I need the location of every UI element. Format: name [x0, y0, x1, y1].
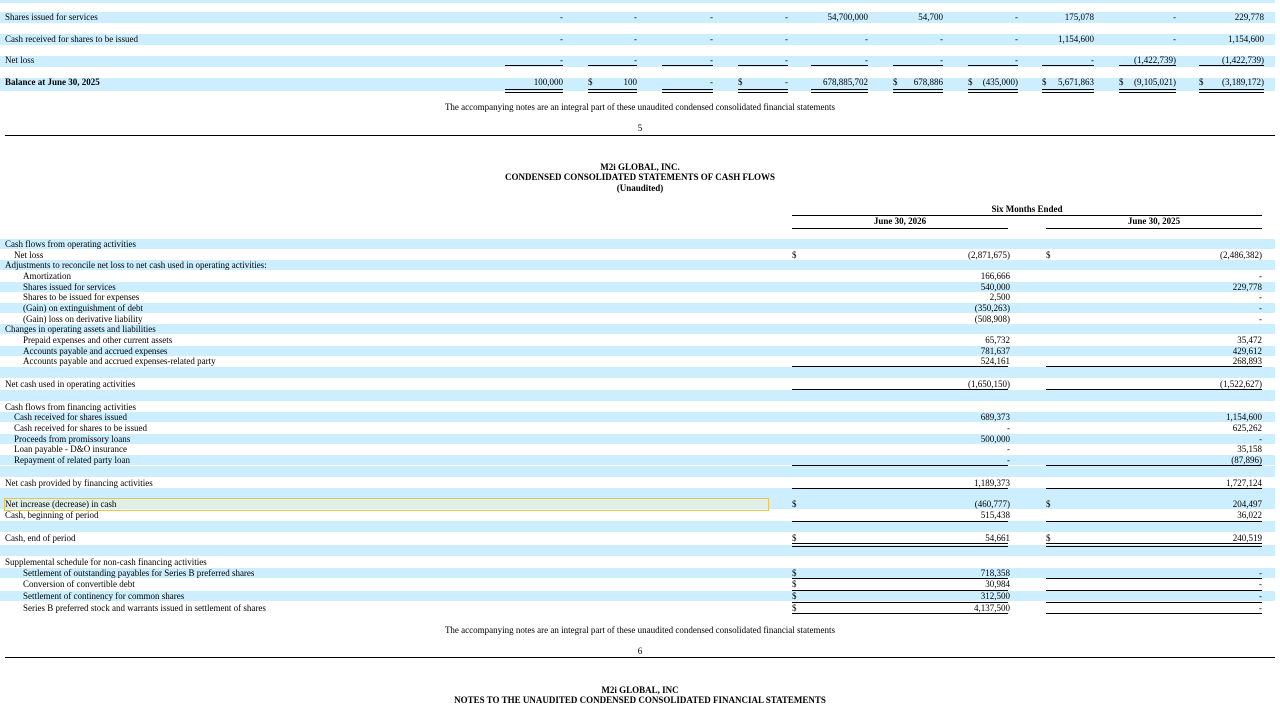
page-break-rule-2 — [5, 657, 1275, 658]
column-header-2025: June 30, 2025 — [1127, 216, 1181, 226]
value-2025: - — [1259, 434, 1262, 444]
equity-cell: - — [865, 34, 868, 44]
equity-cell: - — [940, 34, 943, 44]
cash-flow-row-label: Repayment of related party loan — [14, 455, 130, 465]
value-2026: 500,000 — [980, 434, 1010, 444]
equity-cell: - — [710, 77, 713, 87]
value-2026: - — [1007, 455, 1010, 465]
notes-company-name: M2i GLOBAL, INC — [601, 685, 679, 695]
equity-row-label: Net loss — [5, 55, 35, 65]
value-2026: 689,373 — [980, 412, 1010, 422]
equity-cell: - — [865, 55, 868, 65]
equity-cell: (1,422,739) — [1222, 55, 1264, 65]
dollar-sign: $ — [968, 77, 973, 87]
equity-cell: 54,700 — [918, 12, 943, 22]
dollar-sign: $ — [1046, 250, 1051, 260]
equity-cell: (1,422,739) — [1134, 55, 1176, 65]
equity-cell: - — [785, 34, 788, 44]
equity-cell: 1,154,600 — [1228, 34, 1264, 44]
cash-flow-row-label: Changes in operating assets and liabilities — [5, 324, 156, 334]
equity-cell: - — [785, 77, 788, 87]
value-2025: - — [1259, 579, 1262, 589]
value-2025: 36,022 — [1237, 510, 1262, 520]
cash-flow-row-label: Cash, end of period — [5, 533, 76, 543]
equity-cell: 54,700,000 — [827, 12, 868, 22]
dollar-sign: $ — [1046, 499, 1051, 509]
cash-flow-row-label: (Gain) on extinguishment of debt — [23, 303, 143, 313]
value-2025: - — [1259, 271, 1262, 281]
value-2025: - — [1259, 292, 1262, 302]
value-2026: 54,661 — [985, 533, 1010, 543]
cash-flow-row-label: Accounts payable and accrued expenses-related party — [23, 356, 216, 366]
page-number-6: 6 — [637, 646, 643, 656]
equity-cell: - — [560, 55, 563, 65]
dollar-sign: $ — [738, 77, 743, 87]
value-2026: (2,871,675) — [968, 250, 1010, 260]
equity-footnote: The accompanying notes are an integral part of these unaudited condensed consolidated financial statements — [444, 102, 836, 112]
dollar-sign: $ — [792, 250, 797, 260]
selected-row-highlight — [4, 498, 769, 511]
cash-flow-row-label: Net cash provided by financing activities — [5, 478, 153, 488]
cash-flow-row-label: Shares issued for services — [23, 282, 116, 292]
company-name: M2i GLOBAL, INC. — [600, 162, 680, 172]
cash-flow-row-label: Cash received for shares issued — [14, 412, 127, 422]
dollar-sign: $ — [1046, 533, 1051, 543]
equity-row-label: Cash received for shares to be issued — [5, 34, 138, 44]
value-2025: 204,497 — [1232, 499, 1262, 509]
equity-cell: 175,078 — [1064, 12, 1094, 22]
dollar-sign: $ — [588, 77, 593, 87]
value-2025: (2,486,382) — [1220, 250, 1262, 260]
dollar-sign: $ — [792, 591, 797, 601]
cash-flow-row-label: Net cash used in operating activities — [5, 379, 136, 389]
value-2026: (1,650,150) — [968, 379, 1010, 389]
value-2025: (1,522,627) — [1220, 379, 1262, 389]
cash-flow-row-label: (Gain) loss on derivative liability — [23, 314, 143, 324]
cash-flow-footnote: The accompanying notes are an integral part of these unaudited condensed consolidated financial statements — [444, 625, 836, 635]
unaudited-label: (Unaudited) — [616, 183, 664, 193]
cash-flow-row-label: Net increase (decrease) in cash — [5, 499, 117, 509]
equity-cell: - — [1173, 12, 1176, 22]
equity-cell: - — [1091, 55, 1094, 65]
value-2025: - — [1259, 303, 1262, 313]
equity-cell: - — [1015, 34, 1018, 44]
value-2026: 718,358 — [980, 568, 1010, 578]
value-2026: 166,666 — [980, 271, 1010, 281]
cash-flow-row-label: Adjustments to reconcile net loss to net cash used in operating activities: — [5, 260, 267, 270]
dollar-sign: $ — [792, 603, 797, 613]
value-2026: (508,908) — [974, 314, 1010, 324]
value-2026: 30,984 — [985, 579, 1010, 589]
value-2025: 429,612 — [1232, 346, 1262, 356]
equity-cell: (435,000) — [982, 77, 1018, 87]
equity-cell: 1,154,600 — [1058, 34, 1094, 44]
cash-flow-row-label: Cash received for shares to be issued — [14, 423, 147, 433]
equity-cell: - — [634, 34, 637, 44]
dollar-sign: $ — [792, 533, 797, 543]
equity-cell: 678,886 — [913, 77, 943, 87]
cash-flow-row-label: Proceeds from promissory loans — [14, 434, 131, 444]
value-2026: 781,637 — [980, 346, 1010, 356]
value-2025: 35,472 — [1237, 335, 1262, 345]
statement-title: CONDENSED CONSOLIDATED STATEMENTS OF CASH FLOWS — [505, 172, 775, 182]
equity-cell: - — [710, 12, 713, 22]
value-2025: - — [1259, 314, 1262, 324]
value-2026: 1,189,373 — [974, 478, 1010, 488]
equity-cell: - — [785, 55, 788, 65]
cash-flow-row-label: Prepaid expenses and other current assets — [23, 335, 173, 345]
notes-title: NOTES TO THE UNAUDITED CONDENSED CONSOLIDATED FINANCIAL STATEMENTS — [454, 695, 826, 705]
cash-flow-row-label: Amortization — [23, 271, 71, 281]
cash-flow-row-label: Cash, beginning of period — [5, 510, 99, 520]
value-2025: 625,262 — [1232, 423, 1262, 433]
equity-cell: 100 — [623, 77, 637, 87]
value-2026: (350,263) — [974, 303, 1010, 313]
page-break-rule — [5, 135, 1275, 136]
equity-cell: 100,000 — [533, 77, 563, 87]
equity-row-label: Balance at June 30, 2025 — [5, 77, 100, 87]
column-header-2026: June 30, 2026 — [873, 216, 927, 226]
cash-flow-row-label: Settlement of outstanding payables for Series B preferred shares — [23, 568, 255, 578]
equity-cell: - — [710, 34, 713, 44]
equity-cell: (3,189,172) — [1222, 77, 1264, 87]
equity-cell: 678,885,702 — [823, 77, 868, 87]
value-2026: 4,137,500 — [974, 603, 1010, 613]
value-2026: 515,438 — [980, 510, 1010, 520]
cash-flow-row-label: Shares to be issued for expenses — [23, 292, 140, 302]
dollar-sign: $ — [792, 499, 797, 509]
value-2026: 524,161 — [980, 356, 1010, 366]
value-2025: 240,519 — [1232, 533, 1262, 543]
cash-flow-row-label: Loan payable - D&O insurance — [14, 444, 127, 454]
value-2025: - — [1259, 603, 1262, 613]
dollar-sign: $ — [1199, 77, 1204, 87]
equity-cell: - — [1173, 34, 1176, 44]
period-header: Six Months Ended — [991, 204, 1063, 214]
dollar-sign: $ — [792, 579, 797, 589]
equity-cell: 229,778 — [1234, 12, 1264, 22]
value-2026: 2,500 — [989, 292, 1010, 302]
dollar-sign: $ — [792, 568, 797, 578]
value-2026: - — [1007, 423, 1010, 433]
cash-flow-row-label: Net loss — [14, 250, 44, 260]
cash-flow-row-label: Supplemental schedule for non-cash financing activities — [5, 557, 207, 567]
value-2026: 540,000 — [980, 282, 1010, 292]
value-2025: 1,154,600 — [1226, 412, 1262, 422]
equity-cell: - — [1015, 55, 1018, 65]
equity-cell: - — [940, 55, 943, 65]
value-2026: 65,732 — [985, 335, 1010, 345]
equity-row-label: Shares issued for services — [5, 12, 98, 22]
cash-flow-row-label: Accounts payable and accrued expenses — [23, 346, 168, 356]
page-number-5: 5 — [637, 123, 643, 133]
dollar-sign: $ — [1119, 77, 1124, 87]
value-2025: 268,893 — [1232, 356, 1262, 366]
equity-cell: - — [560, 12, 563, 22]
equity-cell: - — [634, 55, 637, 65]
equity-cell: - — [634, 12, 637, 22]
value-2025: 1,727,124 — [1226, 478, 1262, 488]
cash-flow-row-label: Series B preferred stock and warrants issued in settlement of shares — [23, 603, 266, 613]
value-2025: - — [1259, 591, 1262, 601]
equity-cell: - — [785, 12, 788, 22]
dollar-sign: $ — [1042, 77, 1047, 87]
equity-cell: - — [710, 55, 713, 65]
equity-cell: - — [560, 34, 563, 44]
value-2026: (460,777) — [974, 499, 1010, 509]
cash-flow-row-label: Cash flows from financing activities — [5, 402, 136, 412]
cash-flow-row-label: Settlement of continency for common shares — [23, 591, 185, 601]
equity-cell: - — [1015, 12, 1018, 22]
dollar-sign: $ — [893, 77, 898, 87]
value-2025: 229,778 — [1232, 282, 1262, 292]
equity-cell: (9,105,021) — [1134, 77, 1176, 87]
value-2025: 35,158 — [1237, 444, 1262, 454]
equity-cell: 5,671,863 — [1058, 77, 1094, 87]
value-2025: (87,896) — [1231, 455, 1262, 465]
value-2026: 312,500 — [980, 591, 1010, 601]
value-2025: - — [1259, 568, 1262, 578]
cash-flow-row-label: Cash flows from operating activities — [5, 239, 136, 249]
cash-flow-row-label: Conversion of convertible debt — [23, 579, 135, 589]
value-2026: - — [1007, 444, 1010, 454]
